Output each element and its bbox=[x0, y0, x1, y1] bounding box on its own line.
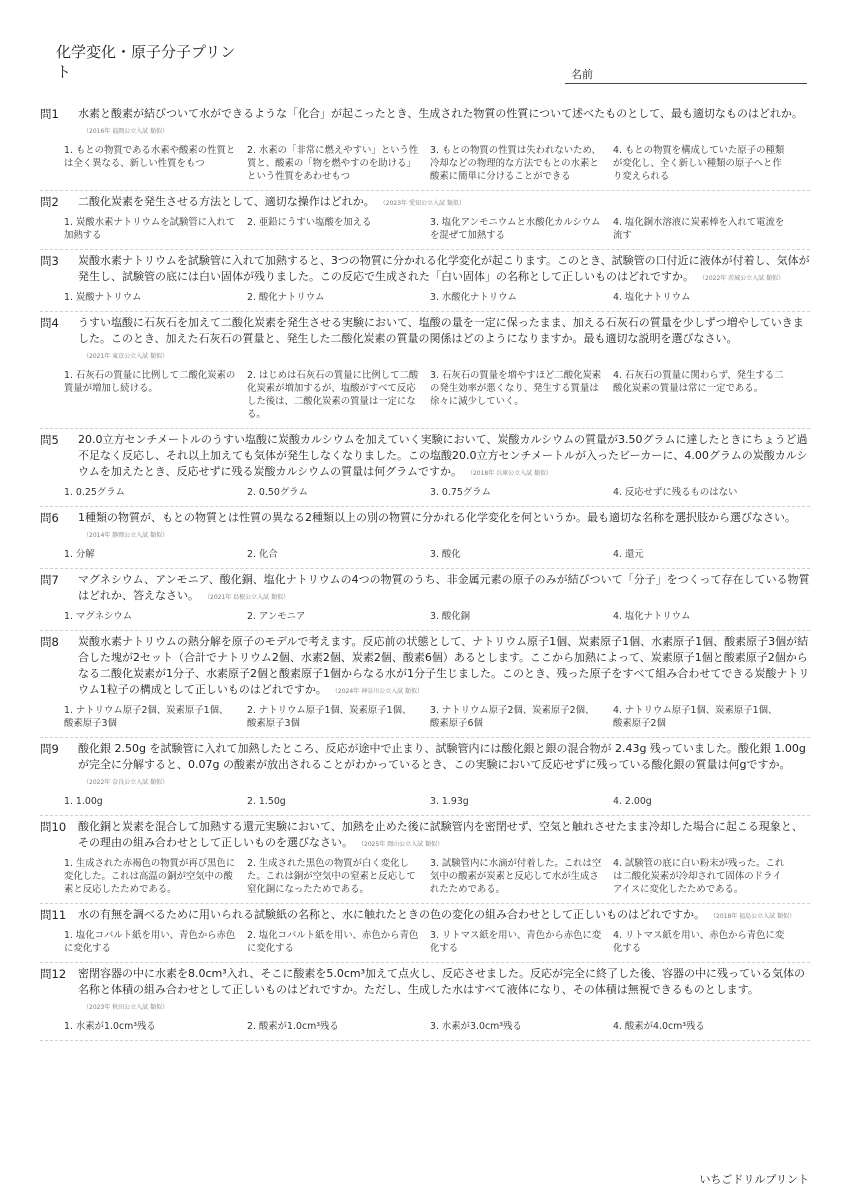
option-3[interactable]: 3. 酸化 bbox=[430, 549, 461, 560]
option-4[interactable]: 4. 塩化ナトリウム bbox=[613, 611, 691, 622]
question-number: 問10 bbox=[40, 820, 67, 834]
option-1[interactable]: 1. 石灰石の質量に比例して二酸化炭素の質量が増加し続ける。 bbox=[64, 370, 236, 394]
question-number: 問8 bbox=[40, 635, 59, 649]
question-text: 炭酸水素ナトリウムの熱分解を原子のモデルで考えます。反応前の状態として、ナトリウム原子1個、炭素原子1個、水素原子1個、酸素原子3個が結合した塊が2セット（合計でナトリウム2個、水素2個、炭素2個、酸素6個）あるとします。ここから加熱によって、炭素原子1個と酸素原子2個からなる二酸化炭素が1分子、水素原子2個と酸素原子1個からなる水が1分子生じました。このとき、残った原子をすべて組み合わせてできる炭酸ナトリウム1粒子の構成として正しいものはどれですか。 bbox=[78, 635, 810, 696]
option-3[interactable]: 3. 試験管内に水滴が付着した。これは空気中の酸素が炭素と反応して水が生成されたためである。 bbox=[430, 858, 602, 895]
option-4[interactable]: 4. リトマス紙を用い、赤色から青色に変化する bbox=[613, 930, 785, 954]
question-number: 問7 bbox=[40, 573, 59, 587]
question-text: 1種類の物質が、もとの物質とは性質の異なる2種類以上の別の物質に分かれる化学変化を何というか。最も適切な名称を選択肢から選びなさい。 bbox=[78, 511, 796, 524]
option-1[interactable]: 1. 生成された赤褐色の物質が再び黒色に変化した。これは高温の銅が空気中の酸素と反応したためである。 bbox=[64, 858, 236, 895]
option-2[interactable]: 2. 0.50グラム bbox=[247, 487, 308, 498]
name-field[interactable] bbox=[565, 66, 807, 84]
question-3 bbox=[40, 250, 810, 312]
option-4[interactable]: 4. 塩化ナトリウム bbox=[613, 292, 691, 303]
option-1[interactable]: 1. 塩化コバルト紙を用い、青色から赤色に変化する bbox=[64, 930, 236, 954]
question-text: 二酸化炭素を発生させる方法として、適切な操作はどれか。 bbox=[78, 195, 375, 208]
question-text: 水の有無を調べるために用いられる試験紙の名称と、水に触れたときの色の変化の組み合わせとして正しいものはどれですか。 bbox=[78, 908, 705, 921]
option-1[interactable]: 1. マグネシウム bbox=[64, 611, 132, 622]
question-7 bbox=[40, 569, 810, 631]
footer-brand: いちごドリルプリント bbox=[699, 1173, 809, 1186]
question-number: 問5 bbox=[40, 433, 59, 447]
question-number: 問11 bbox=[40, 908, 67, 922]
question-source: （2022年 茨城公立入試 類似） bbox=[702, 275, 785, 282]
question-2 bbox=[40, 191, 810, 250]
option-3[interactable]: 3. 0.75グラム bbox=[430, 487, 491, 498]
option-2[interactable]: 2. はじめは石灰石の質量に比例して二酸化炭素が増加するが、塩酸がすべて反応した後は、二酸化炭素の質量は一定になる。 bbox=[247, 370, 419, 420]
option-3[interactable]: 3. 石灰石の質量を増やすほど二酸化炭素の発生効率が悪くなり、発生する質量は徐々に減少していく。 bbox=[430, 370, 602, 407]
question-source: （2018年 福島公立入試 類似） bbox=[713, 913, 796, 920]
option-1[interactable]: 1. ナトリウム原子2個、炭素原子1個、酸素原子3個 bbox=[64, 705, 229, 729]
question-source: （2018年 兵庫公立入試 類似） bbox=[469, 470, 553, 477]
question-1 bbox=[40, 103, 810, 191]
question-source: （2025年 岡山公立入試 類似） bbox=[361, 841, 444, 848]
question-text: 密閉容器の中に水素を8.0cm³入れ、そこに酸素を5.0cm³加えて点火し、反応させました。反応が完全に終了した後、容器の中に残っている気体の名称と体積の組み合わせとして正しいものはどれですか。ただし、生成した水はすべて液体になり、その体積は無視できるものとします。 bbox=[78, 967, 805, 996]
question-12 bbox=[40, 963, 810, 1041]
question-number: 問4 bbox=[40, 316, 59, 330]
option-1[interactable]: 1. 0.25グラム bbox=[64, 487, 125, 498]
question-number: 問9 bbox=[40, 742, 59, 756]
question-11 bbox=[40, 904, 810, 963]
option-2[interactable]: 2. 酸化ナトリウム bbox=[247, 292, 325, 303]
option-4[interactable]: 4. 石灰石の質量に関わらず、発生する二酸化炭素の質量は常に一定である。 bbox=[613, 370, 784, 394]
option-2[interactable]: 2. 酸素が1.0cm³残る bbox=[247, 1021, 339, 1032]
question-text: 酸化銀 2.50g を試験管に入れて加熱したところ、反応が途中で止まり、試験管内には酸化銀と銀の混合物が 2.43g 残っていました。酸化銀 1.00g が完全に分解すると、0.07g の酸素が放出されることがわかっているとき、この実験において反応せずに残っている酸化銀の質量は何gですか。 bbox=[78, 742, 806, 771]
option-2[interactable]: 2. 塩化コバルト紙を用い、赤色から青色に変化する bbox=[247, 930, 419, 954]
option-1[interactable]: 1. 炭酸ナトリウム bbox=[64, 292, 142, 303]
option-3[interactable]: 3. 塩化アンモニウムと水酸化カルシウムを混ぜて加熱する bbox=[430, 217, 601, 241]
question-9 bbox=[40, 738, 810, 816]
option-4[interactable]: 4. 反応せずに残るものはない bbox=[613, 487, 738, 498]
question-5 bbox=[40, 429, 810, 507]
question-10 bbox=[40, 816, 810, 904]
question-8 bbox=[40, 631, 810, 738]
option-3[interactable]: 3. ナトリウム原子2個、炭素原子2個、酸素原子6個 bbox=[430, 705, 595, 729]
option-4[interactable]: 4. 酸素が4.0cm³残る bbox=[613, 1021, 705, 1032]
option-4[interactable]: 4. もとの物質を構成していた原子の種類が変化し、全く新しい種類の原子へと作り変えられる bbox=[613, 145, 785, 182]
question-source: （2021年 島根公立入試 類似） bbox=[207, 594, 290, 601]
option-4[interactable]: 4. 塩化銅水溶液に炭素棒を入れて電流を流す bbox=[613, 217, 785, 241]
option-1[interactable]: 1. 分解 bbox=[64, 549, 95, 560]
option-2[interactable]: 2. 生成された黒色の物質が白く変化した。これは銅が空気中の窒素と反応して窒化銅になったためである。 bbox=[247, 858, 416, 895]
option-3[interactable]: 3. 1.93g bbox=[430, 796, 469, 807]
option-4[interactable]: 4. ナトリウム原子1個、炭素原子1個、酸素原子2個 bbox=[613, 705, 778, 729]
question-text: マグネシウム、アンモニア、酸化銅、塩化ナトリウムの4つの物質のうち、非金属元素の原子のみが結びついて「分子」をつくって存在している物質はどれか、答えなさい。 bbox=[78, 573, 810, 602]
option-2[interactable]: 2. 化合 bbox=[247, 549, 278, 560]
option-2[interactable]: 2. アンモニア bbox=[247, 611, 306, 622]
option-1[interactable]: 1. 炭酸水素ナトリウムを試験管に入れて加熱する bbox=[64, 217, 236, 241]
option-2[interactable]: 2. 亜鉛にうすい塩酸を加える bbox=[247, 217, 372, 228]
question-number: 問12 bbox=[40, 967, 67, 981]
name-label: 名前 bbox=[571, 68, 593, 81]
question-source: （2022年 奈良公立入試 類似） bbox=[86, 779, 169, 786]
question-number: 問6 bbox=[40, 511, 59, 525]
option-1[interactable]: 1. もとの物質である水素や酸素の性質とは全く異なる、新しい性質をもつ bbox=[64, 145, 236, 169]
page-title: 化学変化・原子分子プリント bbox=[56, 43, 236, 81]
question-6 bbox=[40, 507, 810, 569]
question-text: うすい塩酸に石灰石を加えて二酸化炭素を発生させる実験において、塩酸の量を一定に保ったまま、加える石灰石の質量を少しずつ増やしていきました。このとき、加えた石灰石の質量と、発生した二酸化炭素の質量の関係はどのようになりますか。最も適切な説明を選びなさい。 bbox=[78, 316, 804, 345]
option-3[interactable]: 3. 水素が3.0cm³残る bbox=[430, 1021, 522, 1032]
question-text: 炭酸水素ナトリウムを試験管に入れて加熱すると、3つの物質に分かれる化学変化が起こります。このとき、試験管の口付近に液体が付着し、気体が発生し、試験管の底には白い固体が残りました。この反応で生成された「白い固体」の名称として正しいものはどれですか。 bbox=[78, 254, 810, 283]
option-2[interactable]: 2. ナトリウム原子1個、炭素原子1個、酸素原子3個 bbox=[247, 705, 412, 729]
question-number: 問2 bbox=[40, 195, 59, 209]
option-4[interactable]: 4. 試験管の底に白い粉末が残った。これは二酸化炭素が冷却されて固体のドライアイスに変化したためである。 bbox=[613, 858, 785, 895]
option-3[interactable]: 3. 酸化銅 bbox=[430, 611, 471, 622]
option-1[interactable]: 1. 1.00g bbox=[64, 796, 103, 807]
question-source: （2014年 静岡公立入試 類似） bbox=[86, 532, 169, 539]
option-4[interactable]: 4. 還元 bbox=[613, 549, 644, 560]
option-3[interactable]: 3. もとの物質の性質は失われないため、冷却などの物理的な方法でもとの水素と酸素に簡単に分けることができる bbox=[430, 145, 601, 182]
question-source: （2023年 秋田公立入試 類似） bbox=[86, 1004, 169, 1011]
option-1[interactable]: 1. 水素が1.0cm³残る bbox=[64, 1021, 156, 1032]
option-4[interactable]: 4. 2.00g bbox=[613, 796, 652, 807]
question-number: 問1 bbox=[40, 107, 59, 121]
question-text: 水素と酸素が結びついて水ができるような「化合」が起こったとき、生成された物質の性質について述べたものとして、最も適切なものはどれか。 bbox=[78, 107, 803, 120]
question-source: （2016年 福岡公立入試 類似） bbox=[86, 128, 169, 135]
question-4 bbox=[40, 312, 810, 429]
question-source: （2021年 東京公立入試 類似） bbox=[86, 353, 169, 360]
option-2[interactable]: 2. 水素の「非常に燃えやすい」という性質と、酸素の「物を燃やすのを助ける」という性質をあわせもつ bbox=[247, 145, 419, 182]
question-text: 20.0立方センチメートルのうすい塩酸に炭酸カルシウムを加えていく実験において、炭酸カルシウムの質量が3.50グラムに達したときにちょうど過不足なく反応し、それ以上加えても気体が発生しなくなりました。この塩酸20.0立方センチメートルが入ったビーカーに、4.00グラムの炭酸カルシウムを加えたとき、反応せずに残る炭酸カルシウムの質量は何グラムですか。 bbox=[78, 433, 808, 478]
question-source: （2024年 神奈川公立入試 類似） bbox=[334, 688, 423, 695]
question-list bbox=[40, 103, 810, 1041]
option-3[interactable]: 3. リトマス紙を用い、青色から赤色に変化する bbox=[430, 930, 602, 954]
option-2[interactable]: 2. 1.50g bbox=[247, 796, 286, 807]
question-number: 問3 bbox=[40, 254, 59, 268]
option-3[interactable]: 3. 水酸化ナトリウム bbox=[430, 292, 517, 303]
question-text: 酸化銅と炭素を混合して加熱する還元実験において、加熱を止めた後に試験管内を密閉せず、空気と触れさせたまま冷却した場合に起こる現象と、その理由の組み合わせとして正しいものを選びなさい。 bbox=[78, 820, 803, 849]
question-source: （2023年 愛知公立入試 類似） bbox=[382, 200, 465, 207]
